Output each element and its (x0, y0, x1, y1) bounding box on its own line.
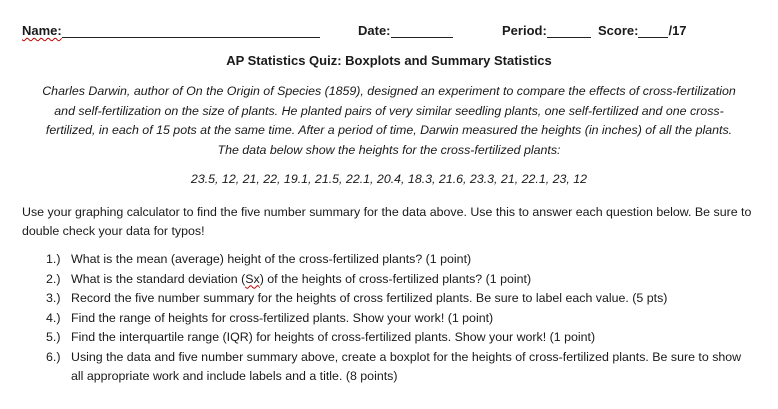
question-item (46, 328, 746, 348)
question-text-part: What is the standard deviation ( (71, 271, 246, 286)
question-item (46, 309, 746, 329)
question-number: 4.) (46, 310, 61, 325)
period-blank[interactable] (547, 23, 591, 38)
name-label: Name: (22, 23, 62, 38)
question-item (46, 250, 746, 270)
date-field[interactable] (358, 23, 453, 38)
question-text-part: ) of the heights of cross-fertilized plants? (1 point) (259, 271, 532, 286)
name-blank[interactable] (62, 23, 320, 38)
quiz-header (22, 23, 762, 43)
question-text: Find the interquartile range (IQR) for heights of cross-fertilized plants. Show your work! (1 point) (71, 330, 596, 344)
instructions-paragraph: Use your graphing calculator to find the five number summary for the data above. Use this to answer each question below. Be sure to double check your data for typos! (22, 205, 752, 238)
page-title: AP Statistics Quiz: Boxplots and Summary Statistics (226, 53, 552, 68)
question-text: What is the mean (average) height of the cross-fertilized plants? (1 point) (71, 252, 472, 266)
question-list (46, 250, 746, 387)
name-field[interactable] (22, 23, 320, 38)
period-label: Period: (502, 23, 547, 38)
question-item (46, 270, 746, 290)
score-field[interactable] (598, 23, 687, 38)
score-blank[interactable] (638, 23, 668, 38)
question-number: 2.) (46, 271, 61, 286)
question-number: 5.) (46, 330, 61, 344)
sx-term: Sx (245, 271, 260, 286)
period-field[interactable] (502, 23, 591, 38)
question-number: 6.) (46, 349, 61, 364)
score-total: /17 (668, 23, 687, 38)
date-label: Date: (358, 23, 391, 38)
intro-paragraph: Charles Darwin, author of On the Origin of Species (1859), designed an experiment to compare the effects of cross-fertilization and self-fertilization on the size of plants. He planted pairs of very similar seedling plants, one self-fertilized and one cross-fertilized, in each of 15 pots at the same time. After a period of time, Darwin measured the heights (in inches) of all the plants. The data below show the heights for the cross-fertilized plants: (42, 84, 736, 157)
question-text: Record the five number summary for the heights of cross fertilized plants. Be sure to label each value. (5 pts) (71, 291, 668, 305)
question-number: 3.) (46, 291, 61, 305)
question-text (71, 270, 746, 290)
question-number: 1.) (46, 252, 61, 266)
score-label: Score: (598, 23, 639, 38)
question-text: Using the data and five number summary above, create a boxplot for the heights of cross-fertilized plants. Be sure to show all appropriate work and include labels and a title. (8 points) (71, 349, 742, 383)
data-values: 23.5, 12, 21, 22, 19.1, 21.5, 22.1, 20.4, 18.3, 21.6, 23.3, 21, 22.1, 23, 12 (190, 172, 588, 186)
question-text: Find the range of heights for cross-fertilized plants. Show your work! (1 point) (71, 310, 494, 325)
question-item (46, 289, 746, 309)
question-item (46, 348, 746, 387)
date-blank[interactable] (391, 23, 453, 38)
